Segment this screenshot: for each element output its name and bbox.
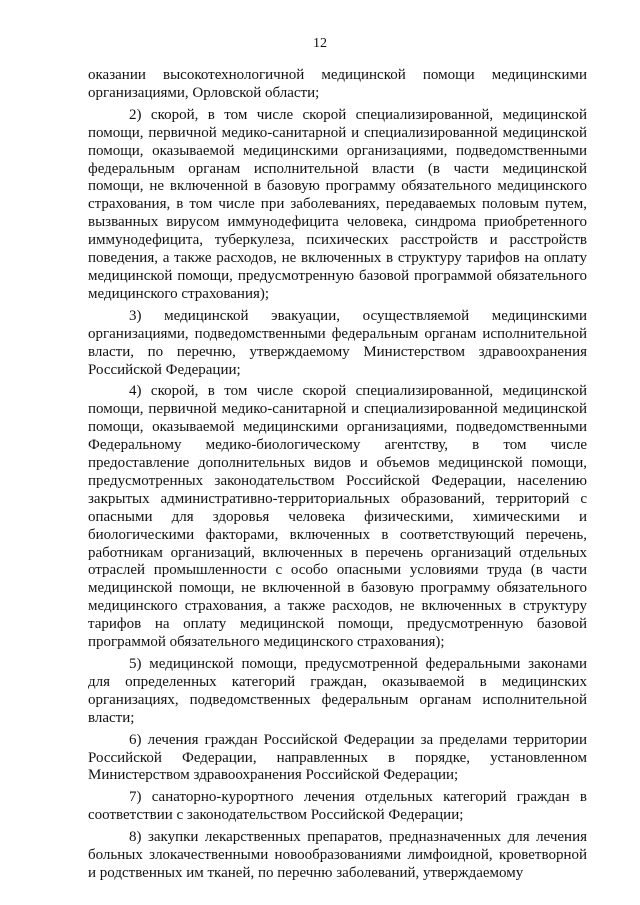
list-item-8: 8) закупки лекарственных препаратов, предназначенных для лечения больных злокачественными новообразованиями лимфоидной, кроветворной и родственных им тканей, по перечню заболеваний, утверждаемому [88, 829, 587, 881]
list-item-4: 4) скорой, в том числе скорой специализированной, медицинской помощи, первичной медико-санитарной и специализированной медицинской помощи, оказываемой медицинскими организациями, подведомственными Федеральному медико-биологическому агентству, в том числе предоставление дополнительных видов и объемов медицинской помощи, предусмотренных законодательством Российской Федерации, населению закрытых административно-территориальных образований, территорий с опасными для здоровья человека физическими, химическими и биологическими факторами, включенных в соответствующий перечень, работникам организаций, включенных в перечень организаций отдельных отраслей промышленности с особо опасными условиями труда (в части медицинской помощи, не включенной в базовую программу обязательного медицинского страхования, а также расходов, не включенных в структуру тарифов на оплату медицинской помощи, предусмотренную базовой программой обязательного медицинского страхования); [88, 383, 587, 651]
paragraph-continuation: оказании высокотехнологичной медицинской помощи медицинскими организациями, Орловской области; [88, 67, 587, 101]
list-item-3: 3) медицинской эвакуации, осуществляемой медицинскими организациями, подведомственными федеральным органам исполнительной власти, по перечню, утверждаемому Министерством здравоохранения Российской Федерации; [88, 307, 587, 378]
list-item-6: 6) лечения граждан Российской Федерации за пределами территории Российской Федерации, направленных в порядке, установленном Министерством здравоохранения Российской Федерации; [88, 731, 587, 784]
list-item-7: 7) санаторно-курортного лечения отдельных категорий граждан в соответствии с законодательством Российской Федерации; [88, 789, 587, 824]
document-body [88, 67, 587, 887]
list-item-2: 2) скорой, в том числе скорой специализированной, медицинской помощи, первичной медико-санитарной и специализированной медицинской помощи, оказываемой медицинскими организациями, подведомственными федеральным органам исполнительной власти (в части медицинской помощи, не включенной в базовую программу обязательного медицинского страхования, в том числе при заболеваниях, передаваемых половым путем, вызванных вирусом иммунодефицита человека, синдрома приобретенного иммунодефицита, туберкулеза, психических расстройств и расстройств поведения, а также расходов, не включенных в структуру тарифов на оплату медицинской помощи, предусмотренную базовой программой обязательного медицинского страхования); [88, 106, 587, 302]
list-item-5: 5) медицинской помощи, предусмотренной федеральными законами для определенных категорий граждан, оказываемой в медицинских организациях, подведомственных федеральным органам исполнительной власти; [88, 656, 587, 726]
page-number: 12 [313, 36, 327, 51]
